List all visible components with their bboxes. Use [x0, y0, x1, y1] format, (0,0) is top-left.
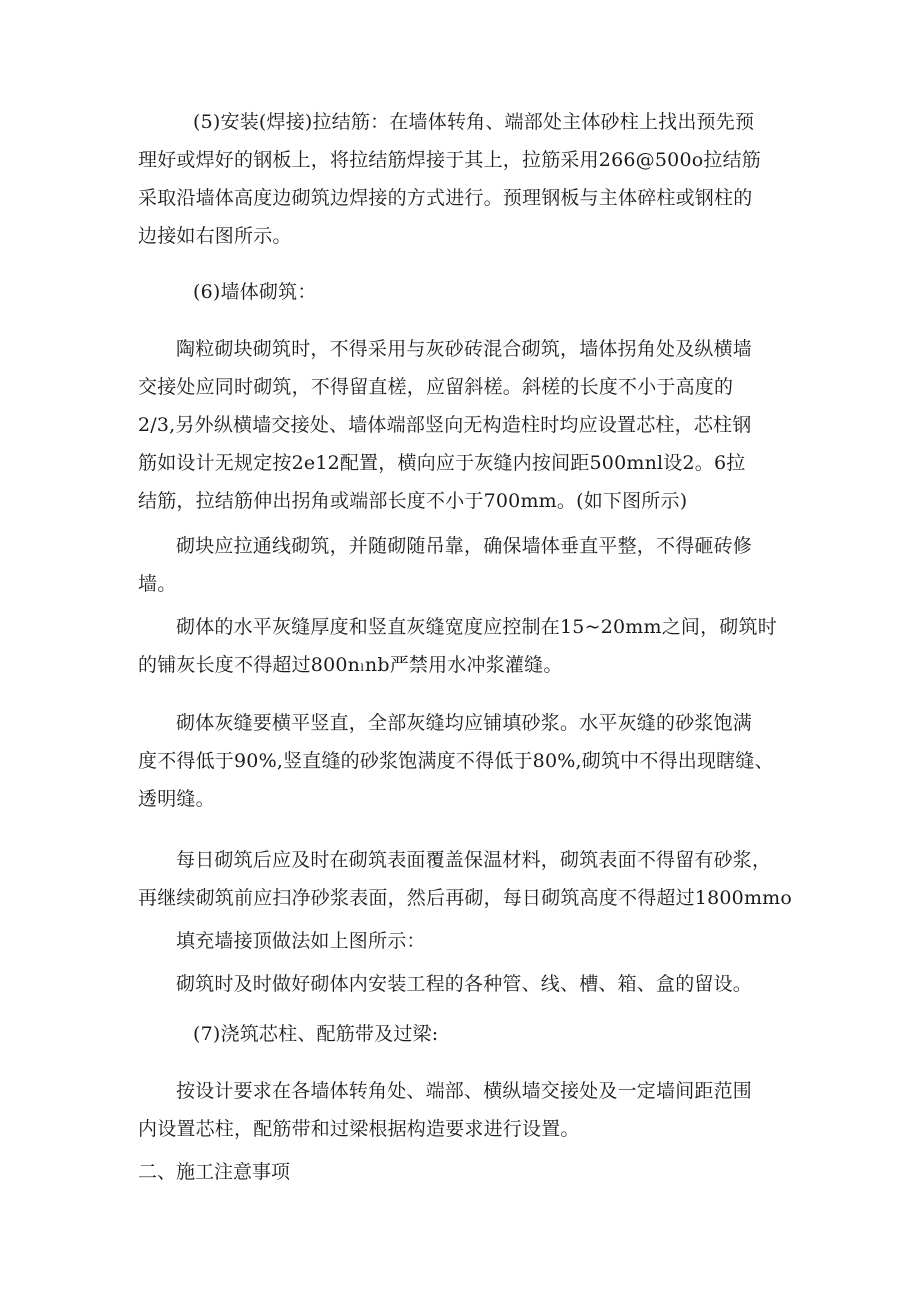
text-line: 筋如设计无规定按2e12配置，横向应于灰缝内按间距500mnl设2。6拉	[138, 452, 746, 474]
paragraph-ceramsite-block	[138, 330, 798, 520]
text-line: 再继续砌筑前应扫净砂浆表面，然后再砌，每日砌筑高度不得超过1800mmo	[138, 887, 793, 909]
text-line: 交接处应同时砌筑，不得留直槎，应留斜槎。斜槎的长度不小于高度的	[138, 376, 734, 398]
paragraph-mortar-joints	[138, 608, 798, 684]
paragraph-daily-masonry	[138, 841, 798, 917]
paragraph-string-line	[138, 527, 798, 603]
text-line: 结筋，拉结筋伸出拐角或端部长度不小于700mm。(如下图所示)	[138, 490, 688, 512]
section-heading: 二、施工注意事项	[138, 1161, 291, 1183]
text-line: 每日砌筑后应及时在砌筑表面覆盖保温材料，砌筑表面不得留有砂浆，	[176, 849, 772, 871]
text-line: 透明缝。	[138, 788, 215, 810]
paragraph-design-requirements	[138, 1072, 798, 1148]
paragraph-install-tie-bars	[138, 103, 798, 255]
text-line: (5)安装(焊接)拉结筋：在墙体转角、端部处主体砂柱上找出预先预	[193, 111, 755, 133]
text-line: (7)浇筑芯柱、配筋带及过梁:	[193, 1023, 439, 1045]
paragraph-infill-wall-top	[138, 922, 798, 960]
text-line: 墙。	[138, 573, 177, 595]
text-line: 2/3,另外纵横墙交接处、墙体端部竖向无构造柱时均应设置芯柱，芯柱钢	[138, 414, 752, 436]
text-line: 的铺灰长度不得超过800nₗnb严禁用水冲浆灌缝。	[138, 654, 563, 676]
paragraph-mortar-fullness	[138, 704, 798, 818]
text-line: 砌筑时及时做好砌体内安装工程的各种管、线、槽、箱、盒的留设。	[176, 973, 753, 995]
text-line: 内设置芯柱，配筋带和过梁根据构造要求进行设置。	[138, 1118, 580, 1140]
text-line: 边接如右图所示。	[138, 225, 292, 247]
text-line: 填充墙接顶做法如上图所示：	[176, 930, 426, 952]
text-line: 砌体的水平灰缝厚度和竖直灰缝宽度应控制在15~20mm之间，砌筑时	[176, 616, 777, 638]
text-line: 陶粒砌块砌筑时，不得采用与灰砂砖混合砌筑，墙体拐角处及纵横墙	[176, 338, 753, 360]
text-line: 理好或焊好的钢板上，将拉结筋焊接于其上，拉筋采用266@500o拉结筋	[138, 149, 761, 171]
text-line: 砌体灰缝要横平竖直，全部灰缝均应铺填砂浆。水平灰缝的砂浆饱满	[176, 712, 753, 734]
text-line: 砌块应拉通线砌筑，并随砌随吊靠，确保墙体垂直平整，不得砸砖修	[176, 535, 753, 557]
text-line: 采取沿墙体高度边砌筑边焊接的方式进行。预理钢板与主体碎柱或钢柱的	[138, 187, 753, 209]
text-line: 按设计要求在各墙体转角处、端部、横纵墙交接处及一定墙间距范围	[176, 1080, 753, 1102]
text-line: (6)墙体砌筑：	[193, 281, 317, 303]
paragraph-wall-masonry-heading	[138, 273, 798, 311]
paragraph-embedded-items	[138, 965, 798, 1003]
text-line: 度不得低于90%,竖直缝的砂浆饱满度不得低于80%,砌筑中不得出现瞎缝、	[138, 750, 774, 772]
paragraph-core-columns-heading	[138, 1015, 798, 1053]
